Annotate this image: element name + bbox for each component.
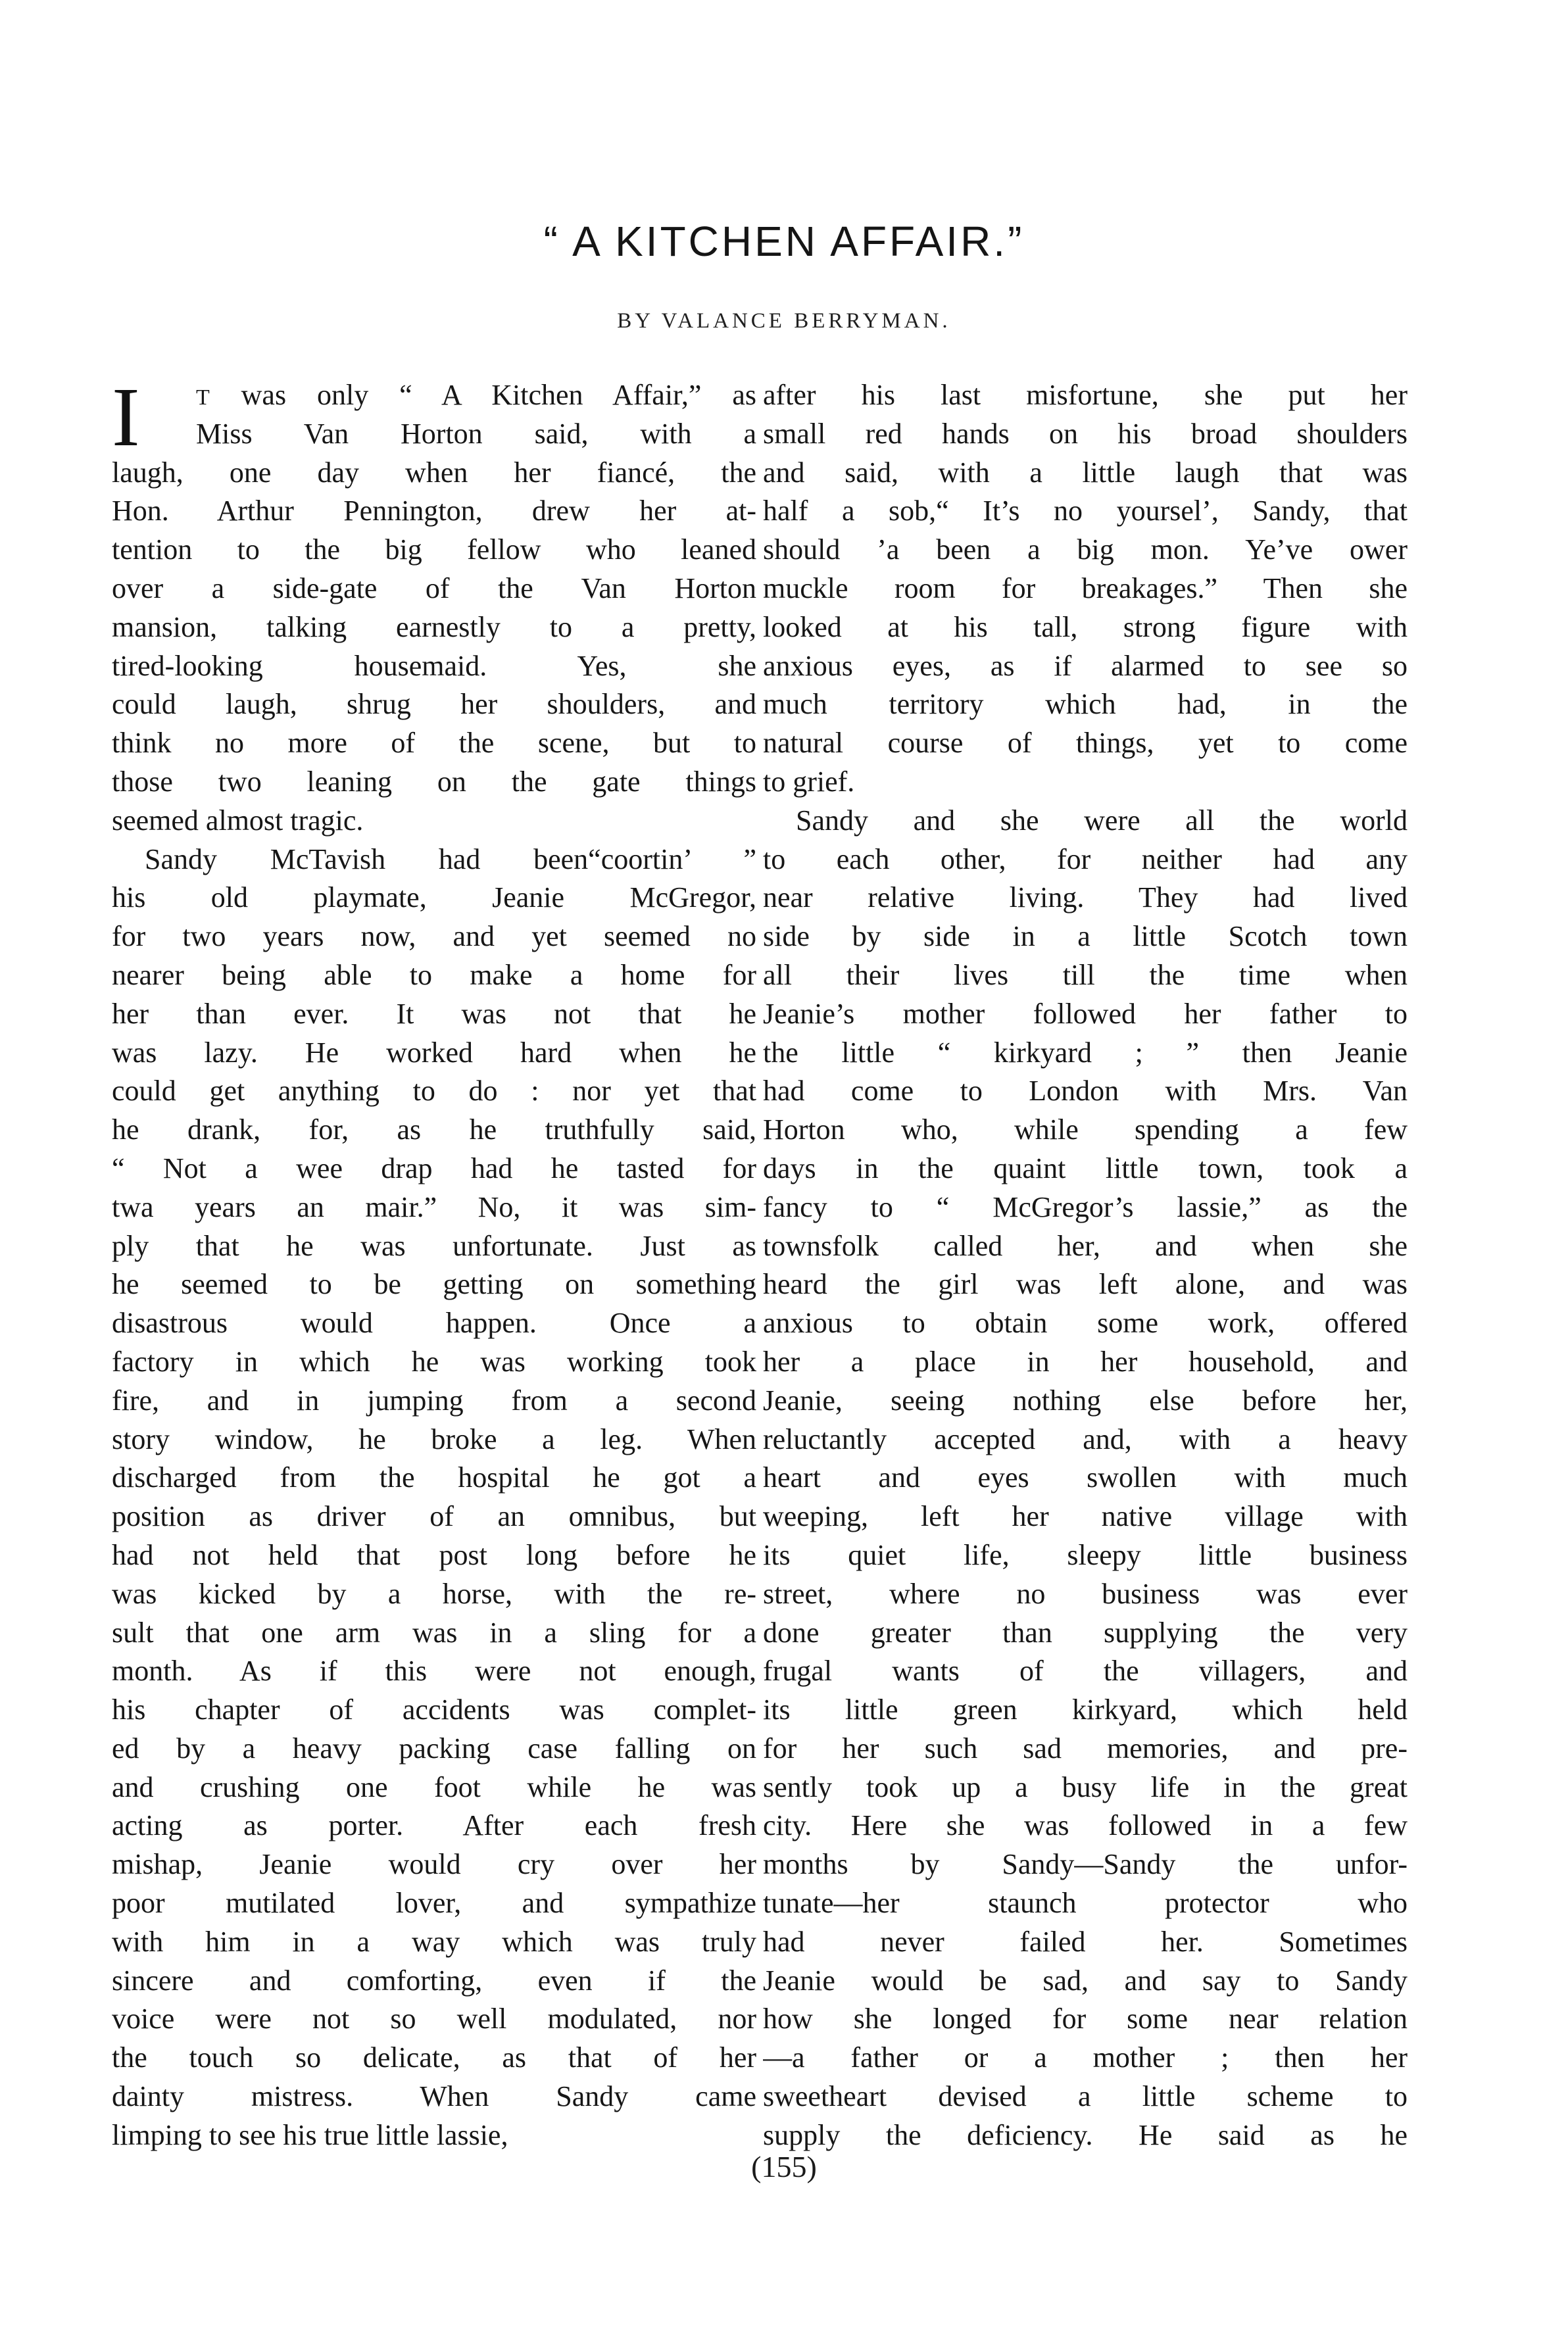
text-line: half a sob,“ It’s no yoursel’, Sandy, that bbox=[763, 495, 1408, 527]
text-line: frugal wants of the villagers, and bbox=[763, 1655, 1408, 1688]
text-line: “ Not a wee drap had he tasted for bbox=[112, 1152, 756, 1184]
text-line: the touch so delicate, as that of her bbox=[112, 2041, 756, 2074]
article-byline: BY VALANCE BERRYMAN. bbox=[617, 309, 951, 333]
text-line: voice were not so well modulated, nor bbox=[112, 2003, 756, 2035]
text-line: days in the quaint little town, took a bbox=[763, 1152, 1408, 1184]
text-line: disastrous would happen. Once a bbox=[112, 1307, 756, 1340]
text-line: fire, and in jumping from a second bbox=[112, 1384, 756, 1417]
text-line: heard the girl was left alone, and was bbox=[763, 1268, 1408, 1301]
text-line: Jeanie’s mother followed her father to bbox=[763, 997, 1408, 1030]
text-line: mishap, Jeanie would cry over her bbox=[112, 1848, 756, 1881]
text-line: tired-looking housemaid. Yes, she bbox=[112, 649, 756, 682]
text-line: supply the deficiency. He said as he bbox=[763, 2118, 1408, 2151]
line-text: was only “ A Kitchen Affair,” as bbox=[210, 379, 756, 411]
text-line: how she longed for some near relation bbox=[763, 2003, 1408, 2035]
text-line: Sandy and she were all the world bbox=[796, 804, 1408, 837]
text-line: her than ever. It was not that he bbox=[112, 997, 756, 1030]
article-title: “ A KITCHEN AFFAIR.” bbox=[543, 218, 1025, 265]
text-line: after his last misfortune, she put her bbox=[763, 379, 1408, 411]
text-line: all their lives till the time when bbox=[763, 958, 1408, 991]
text-line: the little “ kirkyard ; ” then Jeanie bbox=[763, 1036, 1408, 1069]
text-line: could laugh, shrug her shoulders, and bbox=[112, 688, 756, 721]
text-line: over a side-gate of the Van Horton bbox=[112, 572, 756, 604]
text-line: he seemed to be getting on something bbox=[112, 1268, 756, 1301]
text-line: Miss Van Horton said, with a bbox=[196, 417, 756, 450]
text-line: those two leaning on the gate things bbox=[112, 765, 756, 798]
text-line: Sandy McTavish had been“coortin’ ” bbox=[145, 842, 756, 875]
text-line: small red hands on his broad shoulders bbox=[763, 417, 1408, 450]
text-line: near relative living. They had lived bbox=[763, 881, 1408, 914]
text-line: had come to London with Mrs. Van bbox=[763, 1075, 1408, 1108]
text-line: to grief. bbox=[763, 765, 855, 798]
text-line: think no more of the scene, but to bbox=[112, 727, 756, 760]
right-column bbox=[763, 376, 1408, 2155]
text-line: was lazy. He worked hard when he bbox=[112, 1036, 756, 1069]
text-line bbox=[112, 376, 756, 415]
text-line: poor mutilated lover, and sympathize bbox=[112, 1887, 756, 1920]
text-line: natural course of things, yet to come bbox=[763, 727, 1408, 760]
text-line: sently took up a busy life in the great bbox=[763, 1770, 1408, 1803]
text-line: mansion, talking earnestly to a pretty, bbox=[112, 610, 756, 643]
text-line: townsfolk called her, and when she bbox=[763, 1229, 1408, 1262]
text-line: had never failed her. Sometimes bbox=[763, 1925, 1408, 1958]
text-line: and said, with a little laugh that was bbox=[763, 456, 1408, 489]
first-word-rest: T bbox=[196, 385, 210, 410]
text-line: was kicked by a horse, with the re- bbox=[112, 1577, 756, 1610]
text-line: weeping, left her native village with bbox=[763, 1500, 1408, 1533]
text-line: discharged from the hospital he got a bbox=[112, 1461, 756, 1494]
text-line: muckle room for breakages.” Then she bbox=[763, 572, 1408, 604]
text-line: ply that he was unfortunate. Just as bbox=[112, 1229, 756, 1262]
text-line: had not held that post long before he bbox=[112, 1538, 756, 1571]
text-line: anxious to obtain some work, offered bbox=[763, 1307, 1408, 1340]
text-line: position as driver of an omnibus, but bbox=[112, 1500, 756, 1533]
text-line: he drank, for, as he truthfully said, bbox=[112, 1113, 756, 1146]
text-line: fancy to “ McGregor’s lassie,” as the bbox=[763, 1190, 1408, 1223]
text-line: month. As if this were not enough, bbox=[112, 1655, 756, 1688]
text-line: anxious eyes, as if alarmed to see so bbox=[763, 649, 1408, 682]
text-line: nearer being able to make a home for bbox=[112, 958, 756, 991]
text-line: seemed almost tragic. bbox=[112, 804, 364, 837]
text-line: his old playmate, Jeanie McGregor, bbox=[112, 881, 756, 914]
text-line: ed by a heavy packing case falling on bbox=[112, 1732, 756, 1765]
text-line: done greater than supplying the very bbox=[763, 1616, 1408, 1649]
text-line: much territory which had, in the bbox=[763, 688, 1408, 721]
text-line: limping to see his true little lassie, bbox=[112, 2118, 508, 2151]
text-line: his chapter of accidents was complet- bbox=[112, 1693, 756, 1726]
text-line: story window, he broke a leg. When bbox=[112, 1423, 756, 1455]
text-line: twa years an mair.” No, it was sim- bbox=[112, 1190, 756, 1223]
text-line: acting as porter. After each fresh bbox=[112, 1809, 756, 1842]
text-line: —a father or a mother ; then her bbox=[763, 2041, 1408, 2074]
text-line: Hon. Arthur Pennington, drew her at- bbox=[112, 495, 756, 527]
text-line: tunate—her staunch protector who bbox=[763, 1887, 1408, 1920]
text-line: factory in which he was working took bbox=[112, 1345, 756, 1378]
text-line: city. Here she was followed in a few bbox=[763, 1809, 1408, 1842]
text-line: its quiet life, sleepy little business bbox=[763, 1538, 1408, 1571]
text-line: tention to the big fellow who leaned bbox=[112, 533, 756, 566]
text-line: sult that one arm was in a sling for a bbox=[112, 1616, 756, 1649]
text-line: months by Sandy—Sandy the unfor- bbox=[763, 1848, 1408, 1881]
text-line: for her such sad memories, and pre- bbox=[763, 1732, 1408, 1765]
text-line: sincere and comforting, even if the bbox=[112, 1964, 756, 1997]
text-line: for two years now, and yet seemed no bbox=[112, 920, 756, 953]
text-line: looked at his tall, strong figure with bbox=[763, 610, 1408, 643]
drop-cap: I bbox=[112, 370, 140, 464]
page-number: (155) bbox=[751, 2150, 817, 2183]
text-line: could get anything to do : nor yet that bbox=[112, 1075, 756, 1108]
text-line: Horton who, while spending a few bbox=[763, 1113, 1408, 1146]
text-line: heart and eyes swollen with much bbox=[763, 1461, 1408, 1494]
text-line: sweetheart devised a little scheme to bbox=[763, 2080, 1408, 2113]
text-line: Jeanie would be sad, and say to Sandy bbox=[763, 1964, 1408, 1997]
text-line: street, where no business was ever bbox=[763, 1577, 1408, 1610]
text-line: dainty mistress. When Sandy came bbox=[112, 2080, 756, 2113]
text-line: its little green kirkyard, which held bbox=[763, 1693, 1408, 1726]
text-line: with him in a way which was truly bbox=[112, 1925, 756, 1958]
text-line: her a place in her household, and bbox=[763, 1345, 1408, 1378]
text-line: side by side in a little Scotch town bbox=[763, 920, 1408, 953]
text-line: should ’a been a big mon. Ye’ve ower bbox=[763, 533, 1408, 566]
text-line: Jeanie, seeing nothing else before her, bbox=[763, 1384, 1408, 1417]
text-line: to each other, for neither had any bbox=[763, 842, 1408, 875]
text-line: and crushing one foot while he was bbox=[112, 1770, 756, 1803]
text-line: reluctantly accepted and, with a heavy bbox=[763, 1423, 1408, 1455]
left-column bbox=[112, 370, 756, 2155]
text-line: laugh, one day when her fiancé, the bbox=[112, 456, 756, 489]
